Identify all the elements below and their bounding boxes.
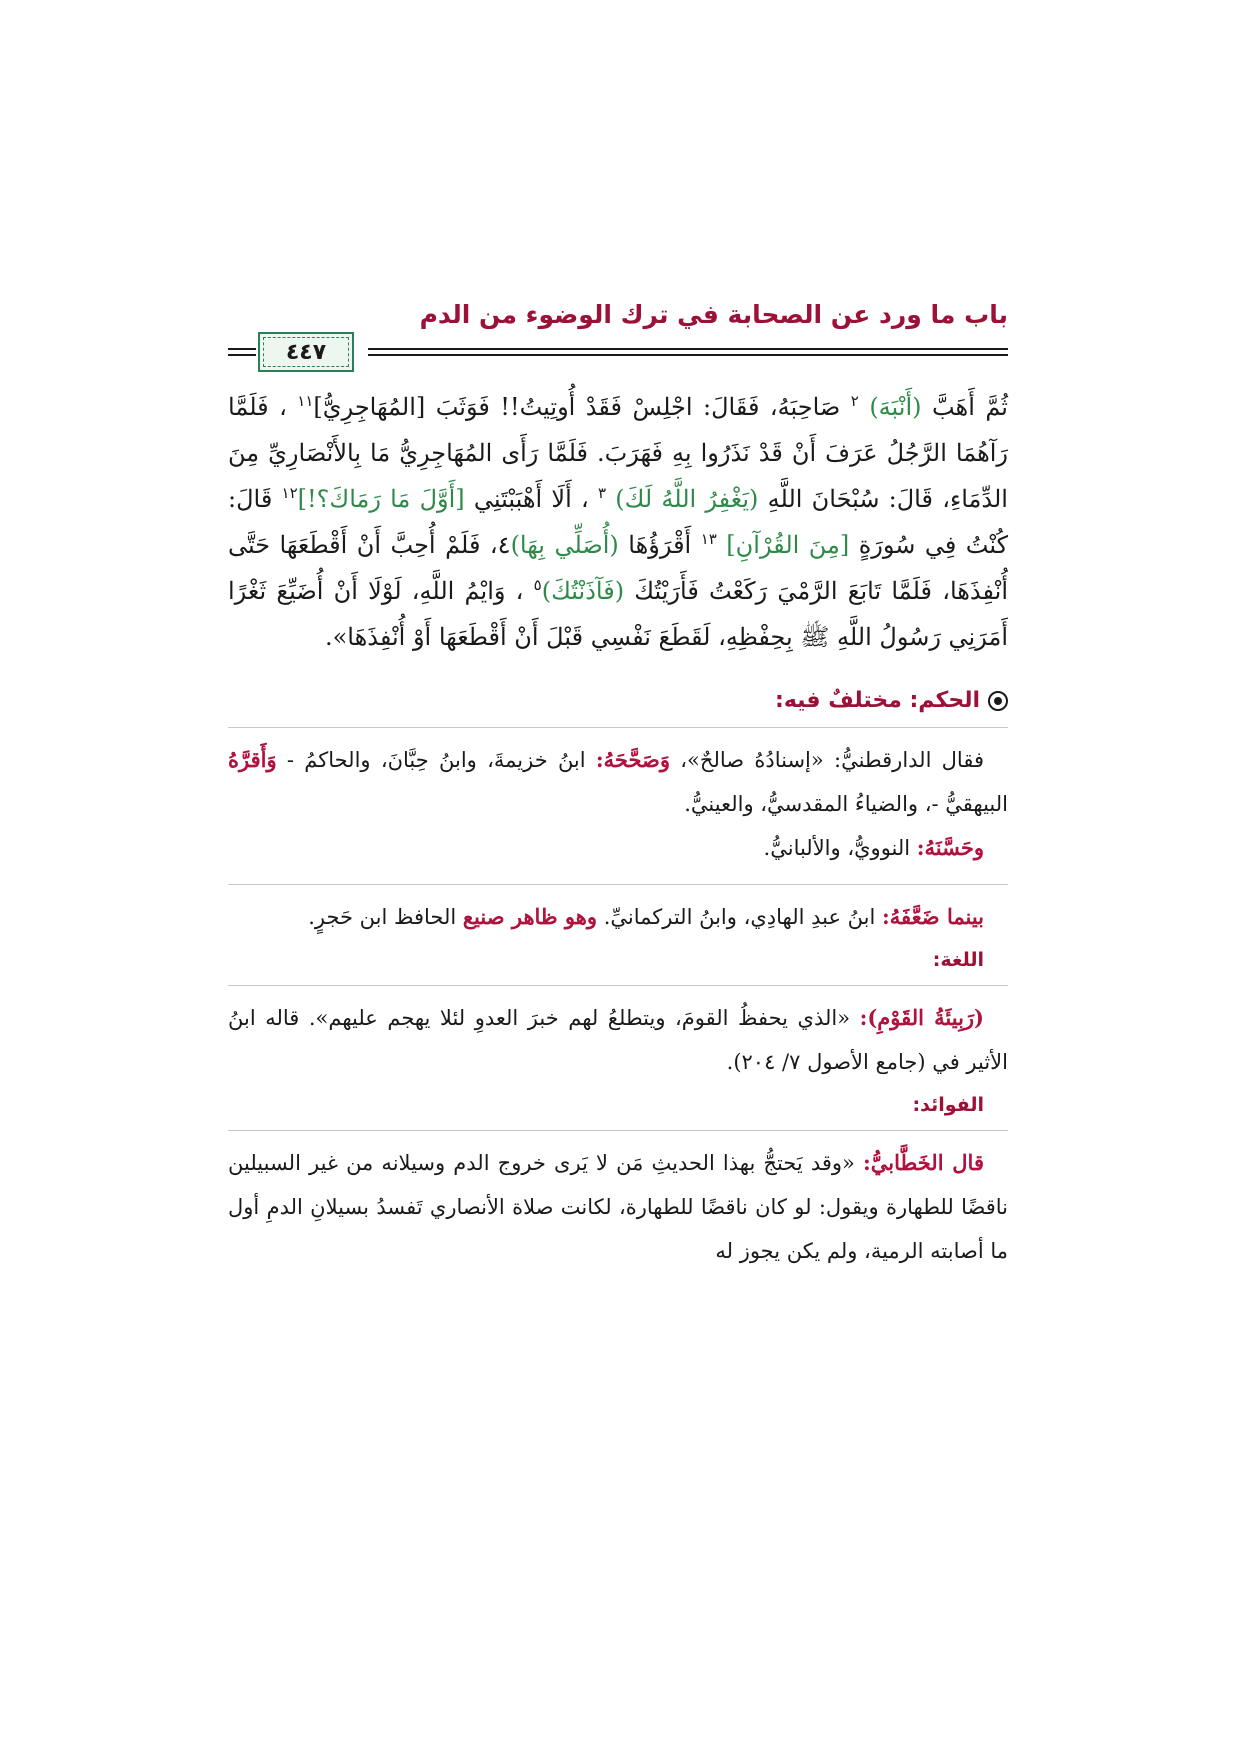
section-divider	[228, 985, 1008, 986]
keyword: (رَبِيئَةُ القَوْمِ):	[859, 1005, 984, 1030]
header-rule	[228, 348, 256, 350]
variant-reading: (فَآذَنْتُكَ)	[541, 577, 625, 605]
book-page	[228, 300, 1008, 1273]
text-segment: فقال الدارقطنيُّ: «إسنادُهُ صالحٌ»،	[670, 748, 984, 772]
hadith-segment: ، أَلَا أَهْبَبْتَنِي	[464, 485, 598, 513]
footnote-ref[interactable]: ١٢	[281, 484, 298, 502]
text-segment: النوويُّ، والألبانيُّ.	[763, 836, 917, 860]
fawaid-label: الفوائد:	[912, 1094, 984, 1116]
text-segment: الحافظ ابن حَجرٍ.	[308, 905, 463, 929]
variant-reading: [مِنَ القُرْآنِ]	[726, 531, 850, 559]
variant-reading: [أَوَّلَ مَا رَمَاكَ؟!]	[297, 485, 465, 513]
hadith-text	[228, 384, 1008, 660]
footnote-ref[interactable]: ١٣	[700, 530, 717, 548]
footnote-ref[interactable]: ١١	[297, 392, 314, 410]
bracket-addition: [المُهَاجِرِيُّ]	[313, 393, 426, 421]
ruling-paragraph	[228, 895, 1008, 939]
text-segment: ابنُ خزيمةَ، وابنُ حِبَّانَ، والحاكمُ -	[276, 748, 596, 772]
keyword: قال الخَطَّابيُّ:	[863, 1150, 984, 1175]
section-divider	[228, 884, 1008, 885]
ruling-paragraph	[228, 826, 1008, 870]
page-number-frame	[258, 332, 354, 372]
keyword: وَصَحَّحَهُ:	[595, 747, 670, 772]
hadith-segment: صَاحِبَهُ، فَقَالَ: اجْلِسْ فَقَدْ أُوتِيتُ!! فَوَثَبَ	[425, 393, 851, 421]
text-segment: «وقد يَحتجُّ بهذا الحديثِ مَن لا يَرى خروج الدم وسيلانه من غير السبيلين ناقضًا للطهارة ويقول: لو كان ناقضًا للطهارة، لكانت صلاة الأنصاري تَفسدُ بسيلانِ الدمِ أول ما أصابته الرمية، ولم يكن يجوز له	[228, 1151, 1008, 1263]
text-segment: «الذي يحفظُ القومَ، ويتطلعُ لهم خبرَ العدوِ لئلا يهجم عليهم». قاله ابنُ الأثير في (جامع الأصول ٧/ ٢٠٤).	[228, 1006, 1008, 1074]
text-segment: ابنُ عبدِ الهادِي، وابنُ التركمانيِّ.	[597, 905, 883, 929]
keyword: وَأَقرَّهُ	[228, 747, 277, 772]
lugha-paragraph	[228, 996, 1008, 1084]
page-number: ٤٤٧	[285, 339, 327, 365]
footnote-ref[interactable]: ٥	[533, 576, 542, 594]
keyword: بينما ضَعَّفَهُ:	[882, 904, 984, 929]
variant-reading: (أَنْبَهَ)	[869, 393, 922, 421]
footnote-ref[interactable]: ٢	[850, 392, 859, 410]
hadith-segment: ثُمَّ أَهَبَّ	[921, 393, 1008, 421]
header-rule	[228, 354, 256, 356]
section-divider	[228, 727, 1008, 728]
hadith-segment: ، وَايْمُ اللَّهِ، لَوْلَا أَنْ أُضَيِّعَ ثَغْرًا أَمَرَنِي رَسُولُ اللَّهِ ﷺ بِحِفْظِهِ، لَقَطَعَ نَفْسِي قَبْلَ أَنْ أَقْطَعَهَا أَوْ أُنْفِذَهَا».	[228, 577, 1008, 651]
keyword: وحَسَّنَهُ:	[916, 835, 984, 860]
variant-reading: (أُصَلِّي بِهَا)	[510, 531, 619, 559]
header-rule	[368, 348, 1008, 350]
header-rule	[368, 354, 1008, 356]
lugha-label: اللغة:	[932, 949, 984, 971]
ruling-heading-text: الحكم: مختلفٌ فيه:	[775, 688, 980, 713]
hadith-segment: أَقْرَؤُهَا	[618, 531, 701, 559]
text-segment: البيهقيُّ -، والضياءُ المقدسيُّ، والعينيُّ.	[684, 792, 1008, 816]
keyword: وهو ظاهر صنيع	[462, 904, 598, 929]
page-header	[228, 300, 1008, 380]
section-divider	[228, 1130, 1008, 1131]
fawaid-paragraph	[228, 1141, 1008, 1273]
footnote-ref[interactable]: ٣	[597, 484, 607, 502]
ruling-heading	[228, 688, 1008, 713]
ruling-paragraph	[228, 738, 1008, 826]
hadith-segment: ، فَلَمَّا رَآهُمَا الرَّجُلُ عَرَفَ أَنْ قَدْ نَذَرُوا بِهِ فَهَرَبَ. فَلَمَّا رَأَى المُهَاجِرِيُّ مَا بِالأَنْصَارِيِّ مِنَ الدِّمَاءِ، قَالَ: سُبْحَانَ اللَّهِ	[228, 393, 1008, 513]
variant-reading: (يَغْفِرُ اللَّهُ لَكَ)	[615, 485, 759, 513]
running-title: باب ما ورد عن الصحابة في ترك الوضوء من الدم	[419, 300, 1008, 329]
hadith-segment: ٤، فَلَمْ أُحِبَّ أَنْ أَقْطَعَهَا حَتَّى أُنْفِذَهَا، فَلَمَّا تَابَعَ الرَّمْيَ رَكَعْتُ فَأَرَيْتُكَ	[228, 531, 1009, 605]
hadith-segment: قَالَ: كُنْتُ فِي سُورَةٍ	[228, 485, 1009, 559]
rosette-icon	[988, 691, 1008, 711]
